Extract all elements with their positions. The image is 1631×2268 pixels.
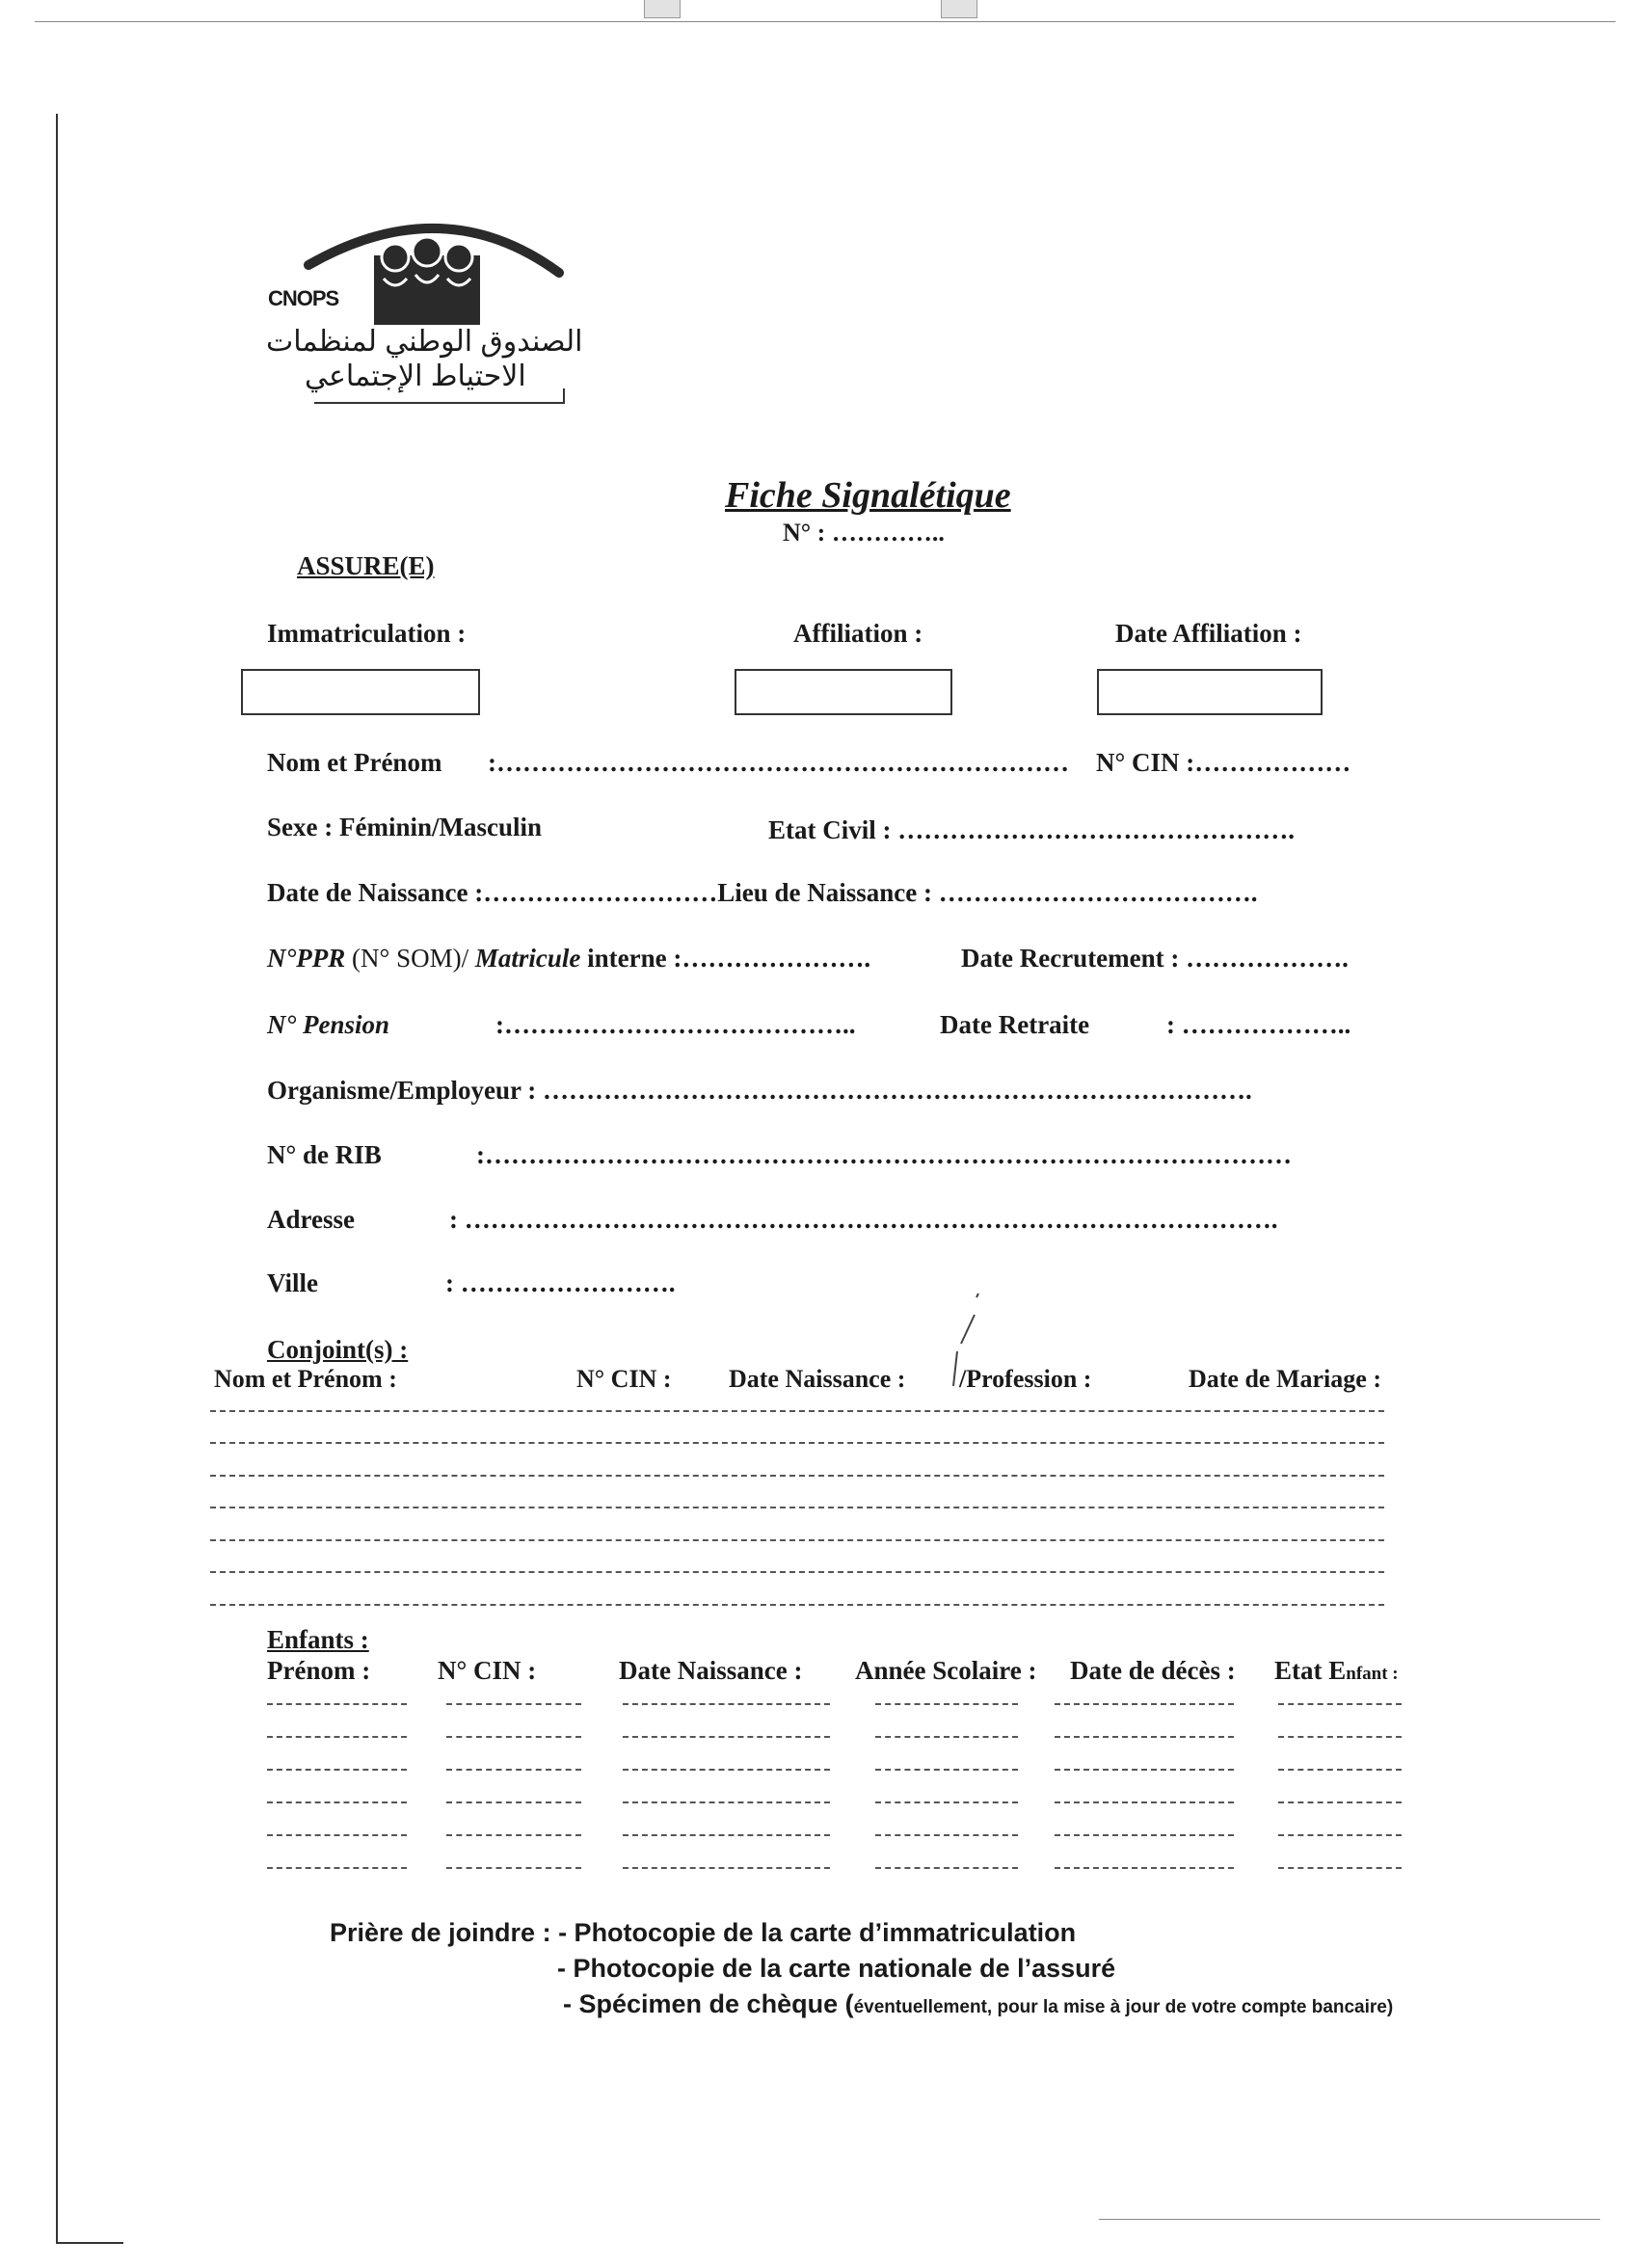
- enfant-col-deces: Date de décès :: [1070, 1656, 1236, 1685]
- page-frame-left: [56, 114, 58, 2244]
- scan-clip-left: [644, 0, 681, 18]
- attachment-item-3-label: - Spécimen de chèque (: [563, 1989, 854, 2018]
- conjoints-heading: Conjoint(s) :: [267, 1335, 409, 1364]
- date-recrutement-field[interactable]: Date Recrutement : ……………….: [961, 944, 1349, 973]
- enfant-cell-line[interactable]: [267, 1801, 407, 1803]
- form-number[interactable]: N° : …………..: [783, 519, 945, 547]
- matricule-label: Matricule: [474, 944, 581, 973]
- enfant-cell-line[interactable]: [267, 1736, 407, 1738]
- enfant-cell-line[interactable]: [623, 1801, 830, 1803]
- conjoint-col-cin: N° CIN :: [576, 1365, 672, 1393]
- enfant-cell-line[interactable]: [446, 1703, 581, 1705]
- ppr-field[interactable]: [267, 944, 870, 974]
- page-frame-bottom-left: [56, 2242, 123, 2244]
- date-affiliation-input[interactable]: [1097, 669, 1323, 715]
- logo-underline: [314, 402, 565, 404]
- enfant-cell-line[interactable]: [1278, 1834, 1402, 1836]
- enfant-col-etat: [1274, 1656, 1399, 1686]
- logo-arabic-line1: الصندوق الوطني لمنظمات: [266, 326, 583, 358]
- enfant-col-prenom: Prénom :: [267, 1656, 371, 1685]
- affiliation-label: Affiliation :: [793, 619, 923, 648]
- enfant-cell-line[interactable]: [446, 1867, 581, 1869]
- enfant-cell-line[interactable]: [1278, 1769, 1402, 1771]
- enfant-cell-line[interactable]: [875, 1703, 1018, 1705]
- enfant-cell-line[interactable]: [875, 1867, 1018, 1869]
- enfant-cell-line[interactable]: [875, 1801, 1018, 1803]
- conjoint-row-line[interactable]: [210, 1604, 1384, 1606]
- page-frame-top: [35, 21, 1616, 22]
- attachment-item-3-note: éventuellement, pour la mise à jour de votre compte bancaire): [853, 1997, 1394, 2017]
- enfant-cell-line[interactable]: [1055, 1703, 1234, 1705]
- date-lieu-naissance-field[interactable]: Date de Naissance :………………………Lieu de Naissance : ……………………………….: [267, 878, 1258, 907]
- page-frame-bottom-right: [1099, 2219, 1600, 2220]
- conjoint-row-line[interactable]: [210, 1442, 1384, 1444]
- conjoint-row-line[interactable]: [210, 1539, 1384, 1541]
- etat-civil-field[interactable]: Etat Civil : ……………………………………….: [768, 815, 1295, 844]
- enfant-col-etat-small: nfant :: [1346, 1664, 1399, 1684]
- conjoint-col-mariage: Date de Mariage :: [1189, 1365, 1381, 1393]
- ppr-label: N°PPR: [267, 944, 346, 973]
- organisme-field[interactable]: Organisme/Employeur : ……………………………………………………………………….: [267, 1076, 1252, 1105]
- enfant-cell-line[interactable]: [623, 1769, 830, 1771]
- logo-arabic-line2: الاحتياط الإجتماعي: [305, 360, 526, 392]
- interne-dots: interne :………………….: [580, 944, 871, 973]
- enfant-cell-line[interactable]: [623, 1867, 830, 1869]
- nom-prenom-field[interactable]: :…………………………………………………………: [488, 748, 1069, 777]
- enfant-cell-line[interactable]: [1055, 1769, 1234, 1771]
- enfant-cell-line[interactable]: [446, 1736, 581, 1738]
- adresse-label: Adresse: [267, 1205, 355, 1234]
- adresse-field[interactable]: : ………………………………………………………………………………….: [449, 1205, 1278, 1234]
- enfant-cell-line[interactable]: [875, 1769, 1018, 1771]
- pension-label: N° Pension: [267, 1010, 390, 1039]
- conjoint-col-nom: Nom et Prénom :: [214, 1365, 397, 1393]
- attachment-item-2: - Photocopie de la carte nationale de l’assuré: [557, 1954, 1116, 1983]
- conjoint-row-line[interactable]: [210, 1571, 1384, 1573]
- cin-field[interactable]: N° CIN :………………: [1096, 748, 1351, 777]
- som-label: (N° SOM)/: [345, 944, 475, 973]
- enfant-cell-line[interactable]: [446, 1801, 581, 1803]
- enfants-heading: Enfants :: [267, 1625, 369, 1654]
- logo-emblem-icon: [260, 198, 598, 342]
- enfant-cell-line[interactable]: [875, 1834, 1018, 1836]
- enfant-col-annee-scolaire: Année Scolaire :: [855, 1656, 1037, 1685]
- rib-field[interactable]: :…………………………………………………………………………………: [476, 1140, 1292, 1169]
- enfant-cell-line[interactable]: [1278, 1703, 1402, 1705]
- date-retraite-label: Date Retraite: [940, 1010, 1090, 1039]
- enfant-cell-line[interactable]: [1278, 1867, 1402, 1869]
- conjoint-col-naissance: Date Naissance :: [729, 1365, 906, 1393]
- conjoint-col-profession: /Profession :: [959, 1365, 1092, 1393]
- enfant-col-etat-main: Etat E: [1274, 1656, 1347, 1685]
- enfant-col-naissance: Date Naissance :: [619, 1656, 803, 1685]
- enfant-cell-line[interactable]: [623, 1834, 830, 1836]
- ville-field[interactable]: : …………………….: [445, 1268, 676, 1297]
- enfant-cell-line[interactable]: [267, 1703, 407, 1705]
- sexe-field[interactable]: Sexe : Féminin/Masculin: [267, 813, 542, 841]
- immatriculation-input[interactable]: [241, 669, 480, 715]
- enfant-cell-line[interactable]: [267, 1834, 407, 1836]
- conjoint-row-line[interactable]: [210, 1507, 1384, 1508]
- conjoint-row-line[interactable]: [210, 1475, 1384, 1477]
- enfant-cell-line[interactable]: [1055, 1834, 1234, 1836]
- rib-label: N° de RIB: [267, 1140, 382, 1169]
- enfant-cell-line[interactable]: [267, 1769, 407, 1771]
- assure-heading: ASSURE(E): [297, 551, 435, 580]
- enfant-cell-line[interactable]: [623, 1703, 830, 1705]
- enfant-cell-line[interactable]: [446, 1769, 581, 1771]
- logo-underline-tick: [563, 388, 565, 404]
- enfant-cell-line[interactable]: [1278, 1736, 1402, 1738]
- logo-acronym: CNOPS: [268, 286, 339, 310]
- attachment-item-3: [563, 1989, 1393, 2019]
- nom-prenom-label: Nom et Prénom: [267, 748, 442, 777]
- date-retraite-field[interactable]: : ………………..: [1166, 1010, 1351, 1039]
- enfant-cell-line[interactable]: [446, 1834, 581, 1836]
- enfant-cell-line[interactable]: [875, 1736, 1018, 1738]
- page-title: Fiche Signalétique: [725, 475, 1011, 516]
- cnops-logo: [260, 198, 598, 419]
- enfant-cell-line[interactable]: [267, 1867, 407, 1869]
- enfant-cell-line[interactable]: [1055, 1801, 1234, 1803]
- conjoint-row-line[interactable]: [210, 1410, 1384, 1412]
- ville-label: Ville: [267, 1268, 318, 1297]
- enfant-cell-line[interactable]: [1055, 1736, 1234, 1738]
- enfant-cell-line[interactable]: [623, 1736, 830, 1738]
- scan-clip-right: [941, 0, 977, 18]
- date-affiliation-label: Date Affiliation :: [1115, 619, 1302, 648]
- immatriculation-label: Immatriculation :: [267, 619, 467, 648]
- enfant-cell-line[interactable]: [1278, 1801, 1402, 1803]
- enfant-col-cin: N° CIN :: [438, 1656, 537, 1685]
- affiliation-input[interactable]: [735, 669, 952, 715]
- pension-field[interactable]: :…………………………………..: [495, 1010, 856, 1039]
- attachment-intro: Prière de joindre : - Photocopie de la carte d’immatriculation: [330, 1918, 1077, 1947]
- enfant-cell-line[interactable]: [1055, 1867, 1234, 1869]
